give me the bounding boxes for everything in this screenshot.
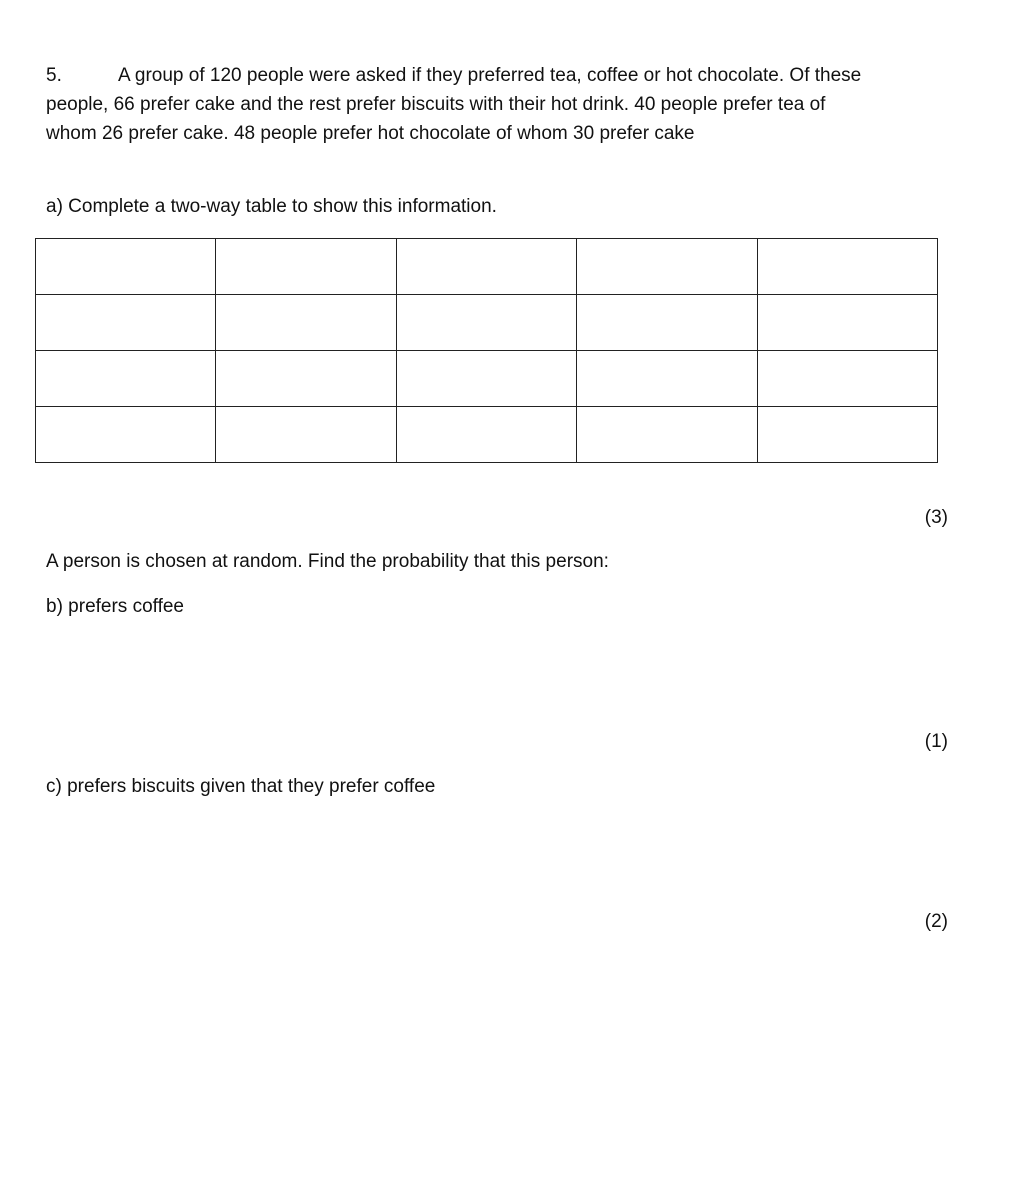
part-b-prompt: b) prefers coffee <box>46 596 185 617</box>
table-cell[interactable] <box>757 295 937 351</box>
random-prompt: A person is chosen at random. Find the probability that this person: <box>46 551 609 572</box>
table-cell[interactable] <box>216 351 396 407</box>
table-row <box>36 407 938 463</box>
table-cell[interactable] <box>396 407 576 463</box>
table-cell[interactable] <box>577 239 757 295</box>
table-cell[interactable] <box>757 351 937 407</box>
part-a-marks: (3) <box>924 507 948 528</box>
part-a-prompt: a) Complete a two-way table to show this information. <box>46 196 497 217</box>
table-cell[interactable] <box>577 407 757 463</box>
table-cell[interactable] <box>36 295 216 351</box>
part-c-marks: (2) <box>924 911 948 932</box>
table-cell[interactable] <box>577 351 757 407</box>
table-cell[interactable] <box>757 407 937 463</box>
intro-line-1 <box>46 65 861 87</box>
table-cell[interactable] <box>216 239 396 295</box>
table-cell[interactable] <box>396 295 576 351</box>
part-b-marks: (1) <box>924 731 948 752</box>
table-cell[interactable] <box>396 351 576 407</box>
table-row <box>36 239 938 295</box>
table-row <box>36 295 938 351</box>
intro-text-1: A group of 120 people were asked if they preferred tea, coffee or hot chocolate. Of these <box>118 65 862 86</box>
part-c-prompt: c) prefers biscuits given that they prefer coffee <box>46 776 436 797</box>
table-row <box>36 351 938 407</box>
table-cell[interactable] <box>216 295 396 351</box>
two-way-table <box>35 238 938 463</box>
table-cell[interactable] <box>216 407 396 463</box>
table-cell[interactable] <box>577 295 757 351</box>
intro-line-3: whom 26 prefer cake. 48 people prefer hot chocolate of whom 30 prefer cake <box>46 123 695 144</box>
table-cell[interactable] <box>36 407 216 463</box>
intro-line-2: people, 66 prefer cake and the rest prefer biscuits with their hot drink. 40 people prefer tea of <box>46 94 826 115</box>
question-number: 5. <box>46 65 62 86</box>
table-cell[interactable] <box>36 351 216 407</box>
table-cell[interactable] <box>757 239 937 295</box>
table-cell[interactable] <box>396 239 576 295</box>
table-cell[interactable] <box>36 239 216 295</box>
